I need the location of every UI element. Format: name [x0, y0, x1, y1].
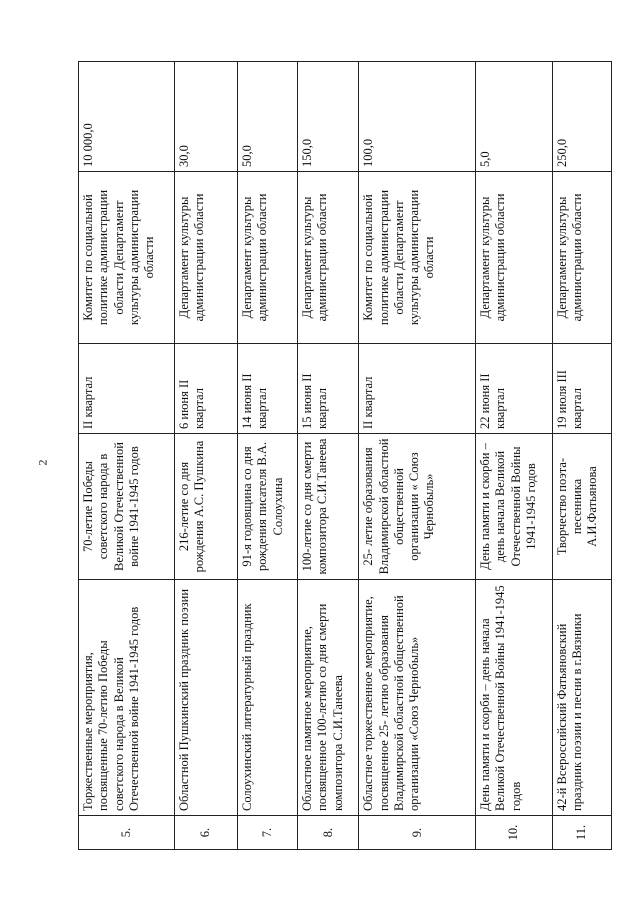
event-name: 42-й Всероссийский Фатьяновский праздник поэзии и песни в г.Вязники [552, 580, 611, 816]
row-number: 9. [359, 816, 476, 850]
event-amount: 5,0 [476, 62, 553, 172]
row-number: 5. [79, 816, 175, 850]
event-amount: 150,0 [298, 62, 359, 172]
event-name: День памяти и скорби – день начала Великой Отечественной Войны 1941-1945 годов [476, 580, 553, 816]
row-number: 11. [552, 816, 611, 850]
page-number: 2 [35, 459, 50, 466]
table-row [238, 62, 298, 850]
event-responsible: Департамент культуры администрации области [552, 172, 611, 344]
event-amount: 50,0 [238, 62, 298, 172]
event-name: Областной Пушкинский праздник поэзии [174, 580, 237, 816]
event-responsible: Комитет по социальной политике администрации области Департамент культуры администрации области [79, 172, 175, 344]
event-amount: 10 000,0 [79, 62, 175, 172]
event-occasion: День памяти и скорби – день начала Великой Отечественной Войны 1941-1945 годов [476, 434, 553, 580]
event-occasion: 100-летие со дня смерти композитора С.И.Танеева [298, 434, 359, 580]
event-name: Солоухинский литературный праздник [238, 580, 298, 816]
event-occasion: Творчество поэта-песенника А.И.Фатьянова [552, 434, 611, 580]
event-occasion: 70-летие Победы советского народа в Великой Отечественной войне 1941-1945 годов [79, 434, 175, 580]
table-row [298, 62, 359, 850]
event-responsible: Департамент культуры администрации области [476, 172, 553, 344]
event-amount: 250,0 [552, 62, 611, 172]
table-row [552, 62, 611, 850]
event-responsible: Департамент культуры администрации области [298, 172, 359, 344]
row-number: 10. [476, 816, 553, 850]
event-occasion: 25- летие образования Владимирской областной общественной организации « Союз Чернобыль» [359, 434, 476, 580]
table-row [174, 62, 237, 850]
event-date: 22 июня II квартал [476, 344, 553, 434]
event-amount: 30,0 [174, 62, 237, 172]
event-name: Торжественные мероприятия, посвященные 70-летию Победы советского народа в Великой Отечественной войне 1941-1945 годов [79, 580, 175, 816]
events-table [78, 61, 612, 850]
event-date: II квартал [359, 344, 476, 434]
event-date: 15 июня II квартал [298, 344, 359, 434]
event-date: 14 июня II квартал [238, 344, 298, 434]
row-number: 7. [238, 816, 298, 850]
event-date: II квартал [79, 344, 175, 434]
event-name: Областное памятное мероприятие, посвященное 100-летию со дня смерти композитора С.И.Танеева [298, 580, 359, 816]
table-row [79, 62, 175, 850]
row-number: 8. [298, 816, 359, 850]
event-date: 6 июня II квартал [174, 344, 237, 434]
rotated-table-wrapper [78, 62, 612, 850]
event-amount: 100,0 [359, 62, 476, 172]
table-row [476, 62, 553, 850]
event-responsible: Комитет по социальной политике администрации области Департамент культуры администрации области [359, 172, 476, 344]
event-responsible: Департамент культуры администрации области [238, 172, 298, 344]
event-name: Областное торжественное мероприятие, посвященное 25- летию образования Владимирской областной общественной организации «Союз Чернобыль» [359, 580, 476, 816]
event-date: 19 июля III квартал [552, 344, 611, 434]
row-number: 6. [174, 816, 237, 850]
event-occasion: 216-летие со дня рождения А.С. Пушкина [174, 434, 237, 580]
event-occasion: 91-я годовщина со дня рождения писателя В.А. Солоухина [238, 434, 298, 580]
table-row [359, 62, 476, 850]
event-responsible: Департамент культуры администрации области [174, 172, 237, 344]
